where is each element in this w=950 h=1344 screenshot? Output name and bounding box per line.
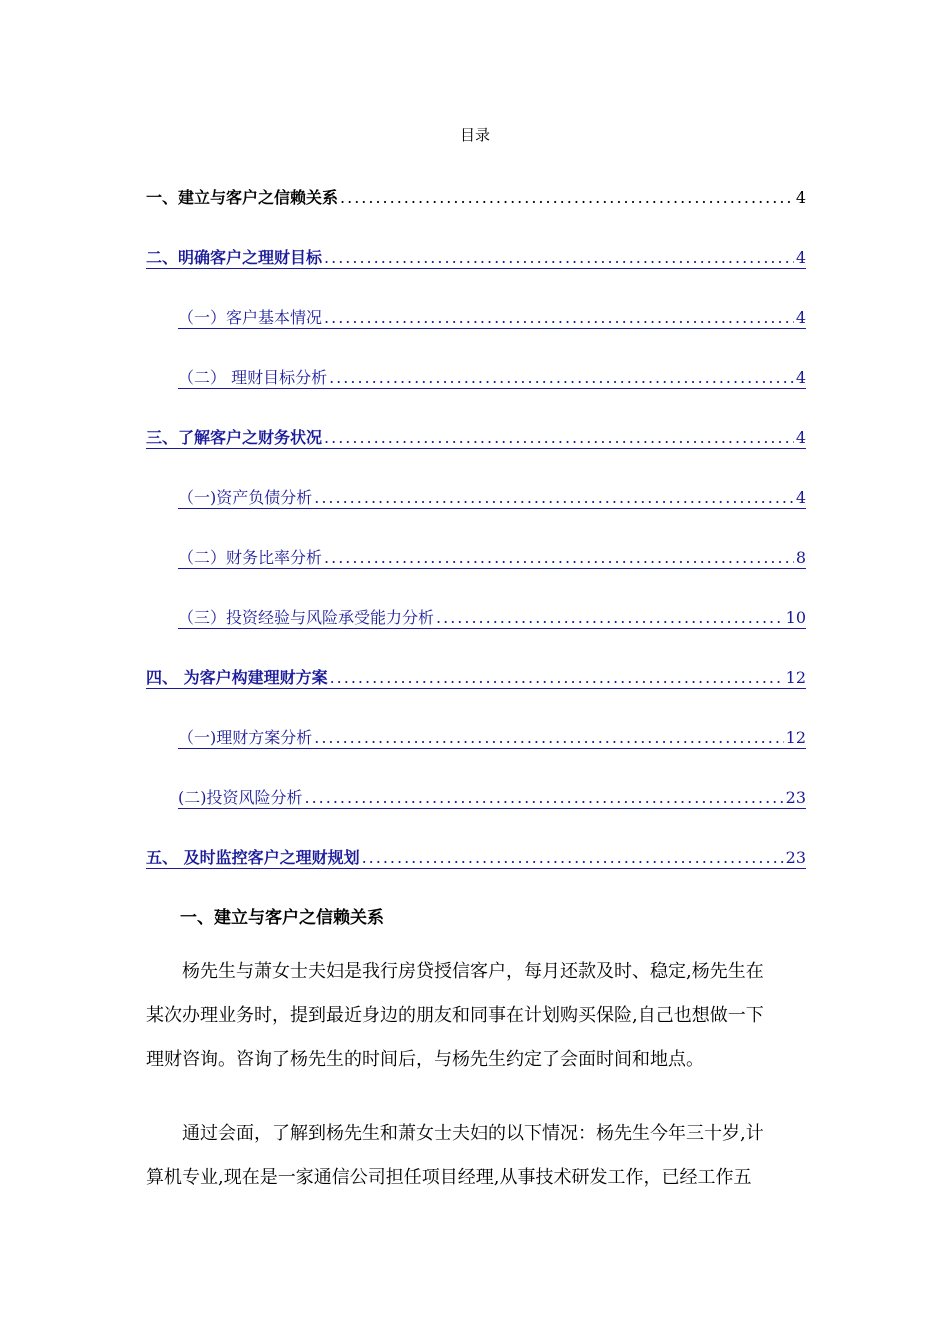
body-paragraph-1 — [146, 950, 806, 1082]
toc-entry-4[interactable] — [146, 665, 806, 689]
toc-entry-label: 五、 及时监控客户之理财规划 — [146, 848, 360, 867]
toc-entry-page: 4 — [795, 188, 806, 207]
paragraph-line: 通过会面，了解到杨先生和萧女士夫妇的以下情况：杨先生今年三十岁,计 — [182, 1123, 764, 1144]
paragraph-line: 算机专业,现在是一家通信公司担任项目经理,从事技术研发工作，已经工作五 — [146, 1167, 752, 1188]
toc-leader-dots — [330, 668, 784, 687]
toc-entry-2[interactable] — [146, 245, 806, 269]
toc-entry-4-1[interactable] — [178, 725, 806, 749]
toc-entry-page: 4 — [795, 488, 806, 507]
toc-entry-3-3[interactable] — [178, 605, 806, 629]
toc-leader-dots — [324, 308, 794, 327]
toc-leader-dots — [362, 848, 784, 867]
toc-entry-3[interactable] — [146, 425, 806, 449]
toc-leader-dots — [324, 248, 794, 267]
toc-leader-dots — [305, 788, 784, 807]
toc-entry-page: 12 — [785, 668, 806, 687]
toc-leader-dots — [324, 548, 794, 567]
toc-entry-label: （一)理财方案分析 — [178, 728, 313, 747]
toc-entry-page: 4 — [795, 428, 806, 447]
toc-entry-label: （一）客户基本情况 — [178, 308, 323, 327]
toc-entry-label: （一)资产负债分析 — [178, 488, 313, 507]
toc-entry-page: 23 — [785, 848, 806, 867]
toc-entry-1[interactable] — [146, 185, 806, 208]
toc-entry-2-2[interactable] — [178, 365, 806, 389]
toc-entry-label: 二、明确客户之理财目标 — [146, 248, 323, 267]
toc-entry-page: 4 — [795, 368, 806, 387]
section-heading: 一、建立与客户之信赖关系 — [180, 908, 384, 928]
paragraph-line: 杨先生与萧女士夫妇是我行房贷授信客户，每月还款及时、稳定,杨先生在 — [182, 961, 764, 982]
toc-entry-label: （三）投资经验与风险承受能力分析 — [178, 608, 435, 627]
toc-entry-2-1[interactable] — [178, 305, 806, 329]
toc-entry-page: 8 — [795, 548, 806, 567]
paragraph-line: 理财咨询。咨询了杨先生的时间后，与杨先生约定了会面时间和地点。 — [146, 1049, 704, 1070]
toc-leader-dots — [324, 428, 794, 447]
toc-leader-dots — [340, 188, 794, 207]
toc-entry-label: (二)投资风险分析 — [178, 788, 303, 807]
toc-entry-3-2[interactable] — [178, 545, 806, 569]
toc-entry-label: 三、了解客户之财务状况 — [146, 428, 323, 447]
paragraph-line: 某次办理业务时，提到最近身边的朋友和同事在计划购买保险,自己也想做一下 — [146, 1005, 764, 1026]
toc-leader-dots — [436, 608, 784, 627]
toc-entry-page: 23 — [785, 788, 806, 807]
toc-entry-label: 一、建立与客户之信赖关系 — [146, 188, 339, 207]
toc-entry-page: 12 — [785, 728, 806, 747]
toc-entry-page: 4 — [795, 248, 806, 267]
toc-entry-4-2[interactable] — [178, 785, 806, 809]
toc-title: 目录 — [459, 126, 490, 144]
toc-entry-3-1[interactable] — [178, 485, 806, 509]
toc-leader-dots — [314, 728, 783, 747]
body-paragraph-2 — [146, 1112, 806, 1200]
toc-entry-page: 10 — [785, 608, 806, 627]
toc-leader-dots — [329, 368, 794, 387]
toc-entry-label: （二） 理财目标分析 — [178, 368, 328, 387]
toc-entry-label: 四、 为客户构建理财方案 — [146, 668, 328, 687]
toc-entry-page: 4 — [795, 308, 806, 327]
toc-entry-label: （二）财务比率分析 — [178, 548, 323, 567]
toc-leader-dots — [314, 488, 794, 507]
toc-entry-5[interactable] — [146, 845, 806, 869]
